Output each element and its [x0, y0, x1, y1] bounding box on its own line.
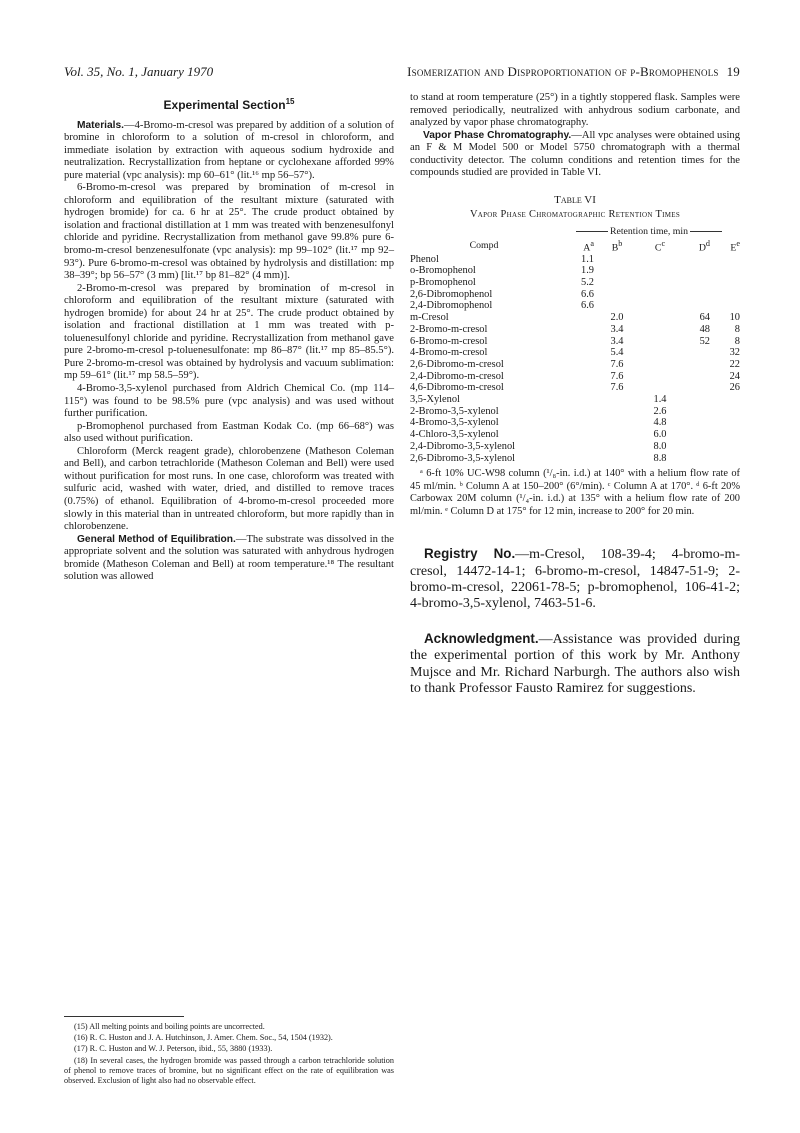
acknowledgment-heading: Acknowledgment.: [424, 630, 539, 646]
retention-cell: [710, 441, 740, 453]
compound-cell: 4-Chloro-3,5-xylenol: [410, 429, 499, 441]
retention-cell: [710, 406, 740, 418]
retention-cell: [680, 371, 710, 383]
right-column: [410, 92, 740, 698]
compound-cell: 3,5-Xylenol: [410, 394, 460, 406]
retention-cell: 48: [699, 323, 710, 335]
compound-cell: 2,4-Dibromo-m-cresol: [410, 370, 504, 382]
compound-cell: m-Cresol: [410, 312, 449, 324]
compound-cell: 4,6-Dibromo-m-cresol: [410, 382, 504, 394]
table-row: [410, 347, 740, 359]
retention-cell: [558, 336, 594, 348]
paragraph-materials: [64, 120, 394, 183]
retention-cell: 6.0: [653, 429, 667, 441]
table-row: [410, 324, 740, 336]
retention-cell: [710, 265, 740, 277]
retention-cell: [680, 429, 710, 441]
retention-cell: 3.4: [610, 335, 624, 347]
left-column: [64, 92, 394, 584]
section-title: [64, 96, 394, 112]
retention-cell: 24: [729, 370, 740, 382]
retention-cell: [680, 300, 710, 312]
retention-cell: 52: [699, 335, 710, 347]
retention-cell: [680, 441, 710, 453]
column-header: $C^c$: [654, 238, 666, 253]
retention-cell: [680, 254, 710, 266]
retention-cell: 1.9: [581, 265, 594, 277]
retention-cell: [640, 382, 680, 394]
compound-cell: 2-Bromo-3,5-xylenol: [410, 405, 499, 417]
paragraph-text: —The substrate was dissolved in the appropriate solvent and the solution was saturated with anhydrous hydrogen bromide (Matheson Coleman and Bell) at room temperature.¹⁸ The resultant solution was allowed: [64, 533, 394, 583]
retention-cell: [558, 429, 594, 441]
retention-cell: [680, 265, 710, 277]
paragraph-text: 4-Bromo-3,5-xylenol purchased from Aldrich Chemical Co. (mp 114–115°) was found to be 98.5% pure (vpc analysis) and was used without further purification.: [64, 383, 394, 420]
table-row: [410, 289, 740, 301]
table-row: [410, 265, 740, 277]
retention-cell: [640, 371, 680, 383]
paragraph-vpc: [410, 130, 740, 180]
paragraph-text: Chloroform (Merck reagent grade), chlorobenzene (Matheson Coleman and Bell), and carbon tetrachloride (Matheson Coleman and Bell) were used without purification for most runs. In one case, chloroform was treated with sulfuric acid, washed with water, dried, and distilled to remove traces (0.75%) of ethanol. Equilibration of 4-bromo-m-cresol proceeded more slowly in this material than in untreated chloroform, but more rapidly than in chlorobenzene.: [64, 445, 394, 533]
paragraph-continued: [410, 92, 740, 130]
section-title-ref: 15: [285, 97, 295, 106]
table-row: [410, 382, 740, 394]
footnote-rule: [64, 1016, 184, 1017]
registry-heading: Registry No.: [424, 546, 516, 562]
retention-cell: [710, 277, 740, 289]
retention-cell: [558, 406, 594, 418]
retention-cell: [640, 324, 680, 336]
retention-cell: [594, 453, 640, 465]
table-row: [410, 371, 740, 383]
running-title-group: [407, 64, 740, 80]
retention-cell: [680, 382, 710, 394]
retention-cell: 10: [729, 312, 740, 324]
retention-cell: [594, 429, 640, 441]
retention-cell: [640, 265, 680, 277]
retention-cell: 8.0: [653, 440, 667, 452]
table-row: [410, 277, 740, 289]
table-span-header-row: [410, 226, 740, 238]
retention-cell: [710, 429, 740, 441]
retention-cell: [558, 394, 594, 406]
table-body: [410, 254, 740, 465]
column-header: $E^e$: [730, 238, 740, 253]
retention-cell: [640, 336, 680, 348]
table-label: Table VI: [554, 193, 596, 206]
table-row: [410, 254, 740, 266]
retention-cell: [710, 453, 740, 465]
compound-cell: 2,4-Dibromo-3,5-xylenol: [410, 440, 516, 452]
paragraph-solvents: [64, 446, 394, 534]
footnote: (15) All melting points and boiling points are uncorrected.: [74, 1022, 265, 1031]
paragraph-p-bromophenol: [64, 421, 394, 446]
compound-cell: 2-Bromo-m-cresol: [410, 323, 488, 335]
span-header-text: Retention time, min: [609, 225, 689, 237]
paragraph-6-bromo: [64, 182, 394, 282]
retention-cell: [640, 254, 680, 266]
retention-cell: [558, 453, 594, 465]
retention-cell: [680, 394, 710, 406]
retention-cell: [558, 359, 594, 371]
table-row: [410, 441, 740, 453]
retention-cell: 1.4: [653, 394, 667, 406]
paragraph-text: 6-Bromo-m-cresol was prepared by bromination of m-cresol in chloroform and equilibration of the resultant mixture (saturated with hydrogen bromide) for ca. 6 hr at 25°. The crude product obtained by isolation and fractional distillation at 1 mm was treated with benzenesulfonyl chloride and pyridine. Recrystallization from methanol gave 99.8% pure 6-bromo-m-cresol benzenesulfonate (vpc analysis): mp 99–102° (lit.¹⁷ mp 92–93°). Pure 6-bromo-m-cresol was obtained by hydrolysis and distillation: mp 38–39°; bp 56–57° (3 mm) [lit.¹⁷ bp 81–82° (4 mm)].: [64, 182, 394, 282]
footnote: (16) R. C. Huston and J. A. Hutchinson, J. Amer. Chem. Soc., 54, 1504 (1932).: [74, 1033, 333, 1043]
table-row: [410, 336, 740, 348]
compound-cell: 4-Bromo-m-cresol: [410, 347, 488, 359]
table-row: [410, 359, 740, 371]
retention-cell: 2.6: [653, 405, 667, 417]
paragraph-text: 2-Bromo-m-cresol was prepared by bromination of m-cresol in chloroform and equilibration of the resultant mixture (saturated with hydrogen bromide) for about 24 hr at 25°. The crude product obtained by isolation and fractional distillation at 1 mm was treated with p-toluenesulfonyl chloride and pyridine. Recrystallization from methanol gave pure 2-bromo-m-cresol p-toluenesulfonate: mp 86–87° (lit.¹⁷ mp 85–85.5°). Pure 2-bromo-m-cresol was obtained by hydrolysis and vacuum sublimation: mp 59–61° (lit.¹⁷ mp 58.5–59°).: [64, 282, 394, 382]
paragraph-xylenol: [64, 383, 394, 421]
compound-cell: o-Bromophenol: [410, 265, 476, 277]
retention-cell: [594, 254, 640, 266]
table-row: [410, 312, 740, 324]
retention-cell: [558, 417, 594, 429]
paragraph-text: —4-Bromo-m-cresol was prepared by addition of a solution of bromine in chloroform to a solution of m-cresol in chloroform, and immediate isolation by extraction with aqueous sodium hydroxide and neutralization. Recrystallization from heptane or cyclohexane afforded 99% pure material (vpc analysis): mp 60–61° (lit.¹⁶ mp 56–57°).: [64, 119, 394, 181]
retention-cell: [558, 312, 594, 324]
retention-cell: 7.6: [610, 370, 624, 382]
retention-cell: 8.8: [653, 452, 667, 464]
footnote: (17) R. C. Huston and W. J. Peterson, ibid., 55, 3880 (1933).: [74, 1044, 273, 1054]
retention-cell: 32: [729, 347, 740, 359]
retention-cell: 7.6: [610, 382, 624, 394]
retention-cell: 8: [734, 335, 740, 347]
compound-cell: 2,6-Dibromophenol: [410, 288, 493, 300]
footnote: (18) In several cases, the hydrogen bromide was passed through a carbon tetrachloride solution of phenol to remove traces of bromine, but no significant effect on the rate of equilibration was observed. Exclusion of light also had no observable effect.: [64, 1055, 394, 1086]
retention-cell: [640, 277, 680, 289]
compound-cell: 4-Bromo-3,5-xylenol: [410, 417, 499, 429]
paragraph-text: —All vpc analyses were obtained using an F & M Model 500 or Model 5750 chromatograph with a thermal conductivity detector. The column conditions and retention times for the compounds studied are provided in Table VI.: [410, 129, 740, 179]
running-head: [64, 64, 740, 84]
retention-cell: [710, 254, 740, 266]
retention-cell: [680, 406, 710, 418]
page-number: 19: [726, 64, 740, 79]
retention-cell: 8: [734, 323, 740, 335]
retention-cell: [680, 453, 710, 465]
acknowledgment-paragraph: [410, 631, 740, 698]
paragraph-heading: General Method of Equilibration.: [77, 533, 236, 545]
retention-cell: [710, 417, 740, 429]
column-header: Compd: [469, 239, 499, 251]
retention-cell: [640, 289, 680, 301]
retention-cell: [710, 394, 740, 406]
table-notes: ᵃ 6-ft 10% UC-W98 column (¹/₈-in. i.d.) at 140° with a helium flow rate of 45 ml/min. ᵇ Column A at 150–200° (6°/min). ᶜ Column A at 170°. ᵈ 6-ft 20% Carbowax 20M column (¹/₄-in. i.d.) at 135° with a helium flow rate of 200 ml/min. ᵉ Column D at 175° for 12 min, increase to 200° for 20 min.: [410, 468, 740, 517]
retention-cell: 6.6: [581, 288, 594, 300]
table-caption: Vapor Phase Chromatographic Retention Times: [469, 209, 681, 221]
retention-cell: [640, 300, 680, 312]
paragraph-text: p-Bromophenol purchased from Eastman Kodak Co. (mp 66–68°) was also used without purification.: [64, 420, 394, 445]
retention-cell: [558, 324, 594, 336]
compound-cell: 6-Bromo-m-cresol: [410, 335, 488, 347]
column-header: $A^a$: [583, 238, 594, 253]
retention-cell: [594, 289, 640, 301]
retention-cell: [640, 347, 680, 359]
retention-cell: [594, 441, 640, 453]
table-row: [410, 417, 740, 429]
compound-cell: 2,6-Dibromo-3,5-xylenol: [410, 452, 516, 464]
table-header-row: [410, 238, 740, 254]
section-title-text: Experimental Section: [163, 98, 286, 112]
retention-cell: 6.6: [581, 300, 594, 312]
retention-cell: 5.4: [610, 347, 624, 359]
retention-cell: [558, 441, 594, 453]
retention-cell: 4.8: [653, 417, 667, 429]
retention-cell: [558, 347, 594, 359]
retention-table: [410, 226, 740, 464]
retention-cell: 1.1: [581, 253, 594, 265]
retention-cell: [680, 359, 710, 371]
journal-issue: Vol. 35, No. 1, January 1970: [64, 64, 214, 79]
retention-cell: [594, 300, 640, 312]
retention-cell: 3.4: [610, 323, 624, 335]
retention-cell: [594, 277, 640, 289]
span-header: [558, 226, 740, 238]
acknowledgment-text: —Assistance was provided during the experimental portion of this work by Mr. Anthony Mujsce and Mr. Richard Narburgh. The authors also wish to thank Professor Fausto Ramirez for suggestions.: [410, 631, 740, 697]
table-row: [410, 394, 740, 406]
paragraph-heading: Vapor Phase Chromatography.: [423, 129, 572, 141]
footnotes: [64, 1022, 394, 1087]
paragraph-heading: Materials.: [77, 119, 124, 131]
paragraph-equilibration: [64, 534, 394, 584]
table-row: [410, 406, 740, 418]
column-header: $D^d$: [698, 238, 710, 253]
retention-cell: 26: [729, 382, 740, 394]
retention-cell: [680, 289, 710, 301]
retention-cell: [558, 371, 594, 383]
retention-cell: [594, 265, 640, 277]
retention-cell: [640, 312, 680, 324]
retention-cell: 2.0: [610, 312, 624, 324]
paragraph-2-bromo: [64, 283, 394, 383]
retention-cell: [680, 277, 710, 289]
retention-cell: [594, 406, 640, 418]
retention-cell: [710, 289, 740, 301]
table-row: [410, 453, 740, 465]
table-row: [410, 429, 740, 441]
retention-cell: [594, 394, 640, 406]
column-header: $B^b$: [611, 238, 623, 253]
retention-cell: [640, 359, 680, 371]
compound-cell: p-Bromophenol: [410, 277, 476, 288]
registry-paragraph: [410, 546, 740, 613]
retention-cell: [710, 300, 740, 312]
table-row: [410, 300, 740, 312]
retention-cell: [680, 347, 710, 359]
compound-cell: Phenol: [410, 253, 439, 265]
compound-cell: 2,6-Dibromo-m-cresol: [410, 358, 504, 370]
paragraph-text: to stand at room temperature (25°) in a tightly stoppered flask. Samples were removed periodically, neutralized with anhydrous sodium carbonate, and analyzed by vapor phase chromatography.: [410, 92, 740, 129]
retention-cell: [680, 417, 710, 429]
retention-cell: [558, 382, 594, 394]
retention-cell: 7.6: [610, 358, 624, 370]
running-title: Isomerization and Disproportionation of p-Bromophenols: [407, 64, 719, 79]
retention-cell: 22: [729, 358, 740, 370]
retention-cell: 5.2: [581, 277, 594, 288]
retention-cell: 64: [699, 312, 710, 324]
compound-cell: 2,4-Dibromophenol: [410, 300, 493, 312]
registry-text: —m-Cresol, 108-39-4; 4-bromo-m-cresol, 14472-14-1; 6-bromo-m-cresol, 14847-51-9; 2-bromo-m-cresol, 22061-78-5; p-bromophenol, 106-41-2; 4-bromo-3,5-xylenol, 7463-51-6.: [410, 547, 741, 612]
retention-cell: [594, 417, 640, 429]
